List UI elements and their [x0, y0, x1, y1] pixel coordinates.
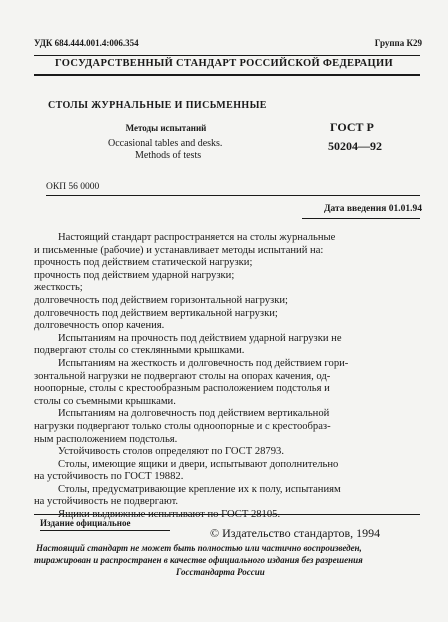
body-line: прочность под действием статической нагрузки; [34, 257, 253, 269]
body-line: Столы, имеющие ящики и двери, испытывают дополнительно [58, 458, 339, 470]
body-line: Настоящий стандарт распространяется на столы журнальные [58, 232, 336, 243]
edition-underline [40, 530, 170, 531]
group-code: Группа К29 [374, 38, 422, 48]
body-line: долговечность опор качения. [34, 320, 165, 332]
body-line: ным расположением подстолья. [34, 433, 178, 445]
body-line: долговечность под действием вертикальной нагрузки; [34, 307, 278, 319]
document-title: СТОЛЫ ЖУРНАЛЬНЫЕ И ПИСЬМЕННЫЕ [48, 100, 267, 111]
body-line: и письменные (рабочие) и устанавливает методы испытаний на: [34, 244, 324, 256]
standard-title: ГОСУДАРСТВЕННЫЙ СТАНДАРТ РОССИЙСКОЙ ФЕДЕРАЦИИ [55, 58, 393, 69]
reproduction-notice-line-1: Настоящий стандарт не может быть полностью или частично воспроизведен, [36, 543, 362, 553]
reproduction-notice-line-3: Госстандарта России [176, 567, 265, 577]
reproduction-notice-line-2: тиражирован и распространен в качестве официального издания без разрешения [34, 555, 363, 565]
gost-number: 50204—92 [328, 139, 382, 153]
body-line: Испытаниям на жесткость и долговечность под действием гори- [58, 357, 349, 369]
header-rule-top [34, 55, 420, 56]
body-text [34, 232, 422, 522]
subtitle-english-line-1: Occasional tables and desks. [108, 138, 223, 149]
body-line: на устойчивость по ГОСТ 19882. [34, 471, 184, 483]
body-line: жесткость; [34, 282, 83, 294]
udk-code: УДК 684.444.001.4:006.354 [34, 38, 139, 48]
body-line: прочность под действием ударной нагрузки; [34, 269, 235, 281]
edition-label: Издание официальное [40, 518, 131, 528]
introduction-date: Дата введения 01.01.94 [323, 204, 422, 214]
body-line: зонтальной нагрузки не подвергают столы на опорах качения, од- [34, 370, 331, 382]
body-line: Столы, предусматривающие крепление их к полу, испытаниям [58, 483, 341, 495]
subtitle-english-line-2: Methods of tests [135, 150, 202, 161]
body-line: подвергают столы со стеклянными крышками. [34, 345, 245, 357]
subtitle-russian: Методы испытаний [125, 123, 207, 133]
copyright-notice: © Издательство стандартов, 1994 [210, 526, 381, 540]
header-rule-bottom [34, 74, 420, 76]
date-rule [302, 218, 420, 219]
body-line: ноопорные, столы с крестообразным расположением подстолья и [34, 383, 330, 395]
body-line: на устойчивость не подвергают. [34, 496, 179, 508]
body-line: нагрузки подвергают только столы одноопорные и с крестообраз- [34, 420, 331, 432]
body-line: Устойчивость столов определяют по ГОСТ 28793. [58, 446, 284, 458]
body-line: Испытаниям на долговечность под действием вертикальной [58, 408, 330, 420]
okp-code: ОКП 56 0000 [46, 182, 100, 192]
body-line: долговечность под действием горизонтальной нагрузки; [34, 294, 288, 306]
okp-rule [46, 195, 420, 196]
footer-rule [34, 514, 420, 515]
gost-label: ГОСТ Р [330, 120, 374, 134]
body-line: Испытаниям на прочность под действием ударной нагрузки не [58, 332, 342, 344]
body-line: столы со съемными крышками. [34, 395, 176, 407]
